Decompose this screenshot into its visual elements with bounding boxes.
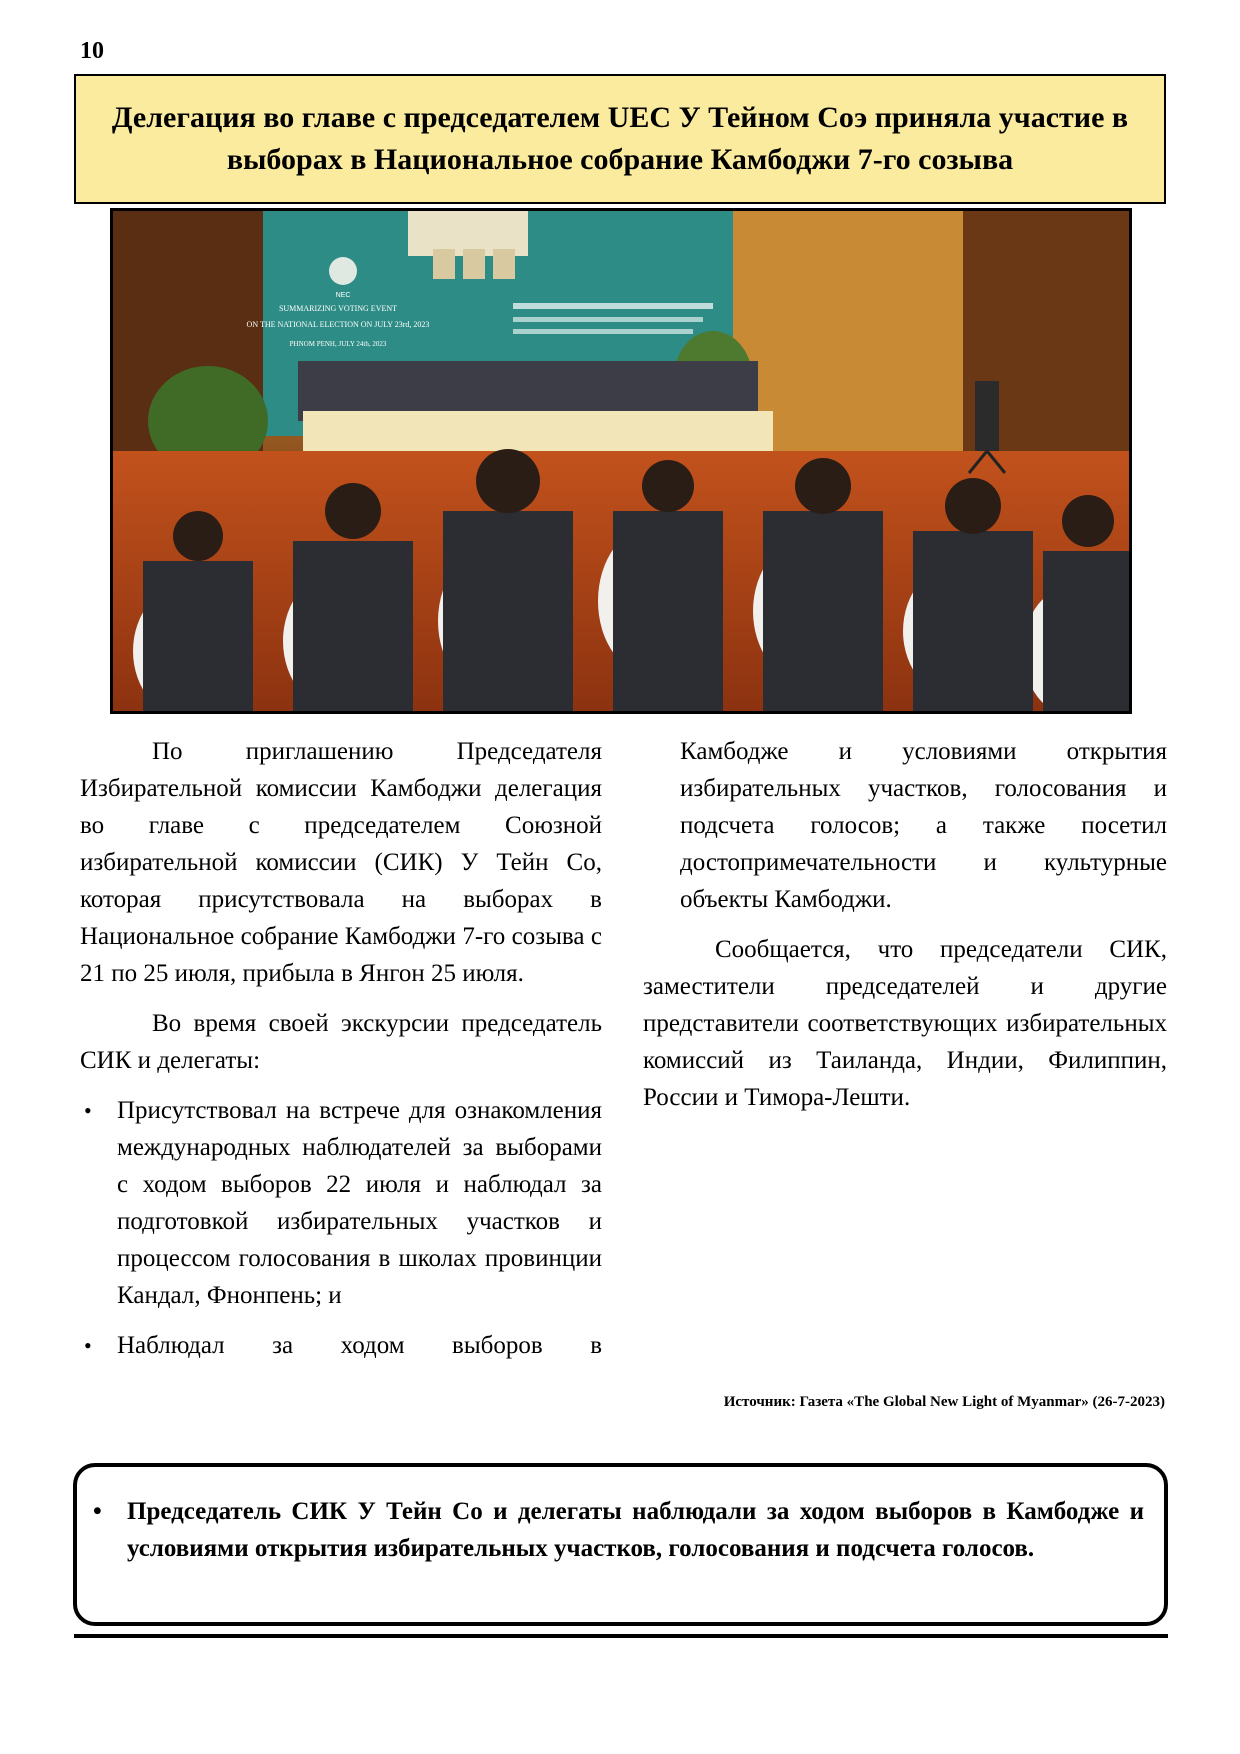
bullet-text-2-part2: Камбодже и условиями открытия избирательных участков, голосования и подсчета голосов; а также посетил достопримечательности и культурные объекты Камбоджи. — [680, 738, 1167, 913]
source-credit: Источник: Газета «The Global New Light of Myanmar» (26-7-2023) — [723, 1394, 1165, 1410]
article-photo — [110, 208, 1132, 714]
banner-line3: PHNOM PENH, JULY 24th, 2023 — [289, 340, 387, 348]
paragraph-2: Во время своей экскурсии председатель СИК и делегаты: — [80, 1010, 602, 1074]
bullet-text-2-part1: Наблюдал за ходом выборов в — [117, 1332, 602, 1359]
bullet-list — [80, 1092, 602, 1364]
bullet-item-1 — [80, 1092, 602, 1314]
headline: Делегация во главе с председателем UEC У Тейном Соэ приняла участие в выборах в Национальное собрание Камбоджи 7-го созыва — [111, 101, 1129, 176]
page-number: 10 — [80, 38, 104, 64]
bullet-marker: • — [84, 1098, 92, 1123]
summary-bullet-marker: • — [93, 1498, 102, 1525]
banner-line2: ON THE NATIONAL ELECTION ON JULY 23rd, 2023 — [246, 320, 430, 329]
summary-box — [73, 1463, 1168, 1626]
banner-line1: SUMMARIZING VOTING EVENT — [278, 304, 398, 313]
bullet-marker: • — [84, 1333, 92, 1358]
bullet-text-1: Присутствовал на встрече для ознакомления международных наблюдателей за выборами с ходом выборов 22 июля и наблюдал за подготовкой избирательных участков и процессом голосования в школах провинции Кандал, Фнонпень; и — [117, 1097, 602, 1309]
left-column — [80, 733, 602, 1377]
bullet-item-2 — [80, 1327, 602, 1364]
conference-photo-illustration — [113, 211, 1129, 711]
banner-logo: NEC — [335, 292, 351, 299]
paragraph-3: Сообщается, что председатели СИК, заместители председателей и другие представители соответствующих избирательных комиссий из Таиланда, Индии, Филиппин, России и Тимора-Лешти. — [643, 936, 1167, 1111]
summary-text: Председатель СИК У Тейн Со и делегаты наблюдали за ходом выборов в Камбодже и условиями открытия избирательных участков, голосования и подсчета голосов. — [127, 1498, 1144, 1562]
headline-box — [74, 74, 1166, 204]
bottom-rule — [74, 1634, 1168, 1638]
right-column — [643, 733, 1167, 1129]
paragraph-1: По приглашению Председателя Избирательной комиссии Камбоджи делегация во главе с председателем Союзной избирательной комиссии (СИК) У Тейн Со, которая присутствовала на выборах в Национальное собрание Камбоджи 7-го созыва с 21 по 25 июля, прибыла в Янгон 25 июля. — [80, 738, 602, 987]
